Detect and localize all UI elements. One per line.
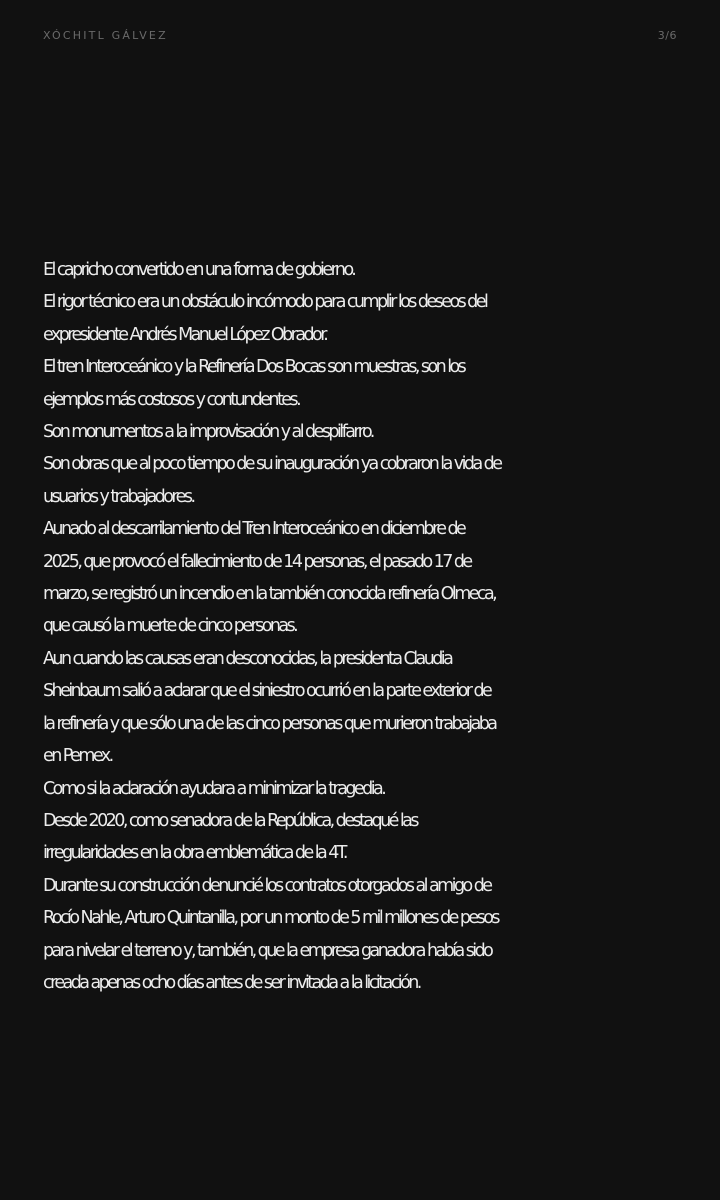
text-line: Desde 2020, como senadora de la República, destaqué las <box>43 810 417 831</box>
text-line: usuarios y trabajadores. <box>43 486 194 507</box>
text-line: Son monumentos a la improvisación y al despilfarro. <box>43 422 373 443</box>
text-line: Como si la aclaración ayudara a minimizar la tragedia. <box>43 778 385 799</box>
text-line: la refinería y que sólo una de las cinco personas que murieron trabajaba <box>43 713 496 734</box>
article-body <box>43 254 683 999</box>
text-line: Aun cuando las causas eran desconocidas, la presidenta Claudia <box>43 648 452 669</box>
text-line: irregularidades en la obra emblemática de la 4T. <box>43 843 346 864</box>
text-line: Durante su construcción denuncié los contratos otorgados al amigo de <box>43 875 491 896</box>
text-line: El rigor técnico era un obstáculo incómodo para cumplir los deseos del <box>43 292 487 313</box>
text-line: expresidente Andrés Manuel López Obrador. <box>43 324 327 345</box>
text-line: ejemplos más costosos y contundentes. <box>43 389 300 410</box>
page-indicator: 3/6 <box>657 29 677 42</box>
text-line: 2025, que provocó el fallecimiento de 14 personas, el pasado 17 de <box>43 551 471 572</box>
text-line: Aunado al descarrilamiento del Tren Interoceánico en diciembre de <box>43 519 465 540</box>
text-line: marzo, se registró un incendio en la también conocida refinería Olmeca, <box>43 584 496 605</box>
text-line: para nivelar el terreno y, también, que la empresa ganadora había sido <box>43 940 492 961</box>
author-name: XÓCHITL GÁLVEZ <box>43 29 168 42</box>
text-line: Rocío Nahle, Arturo Quintanilla, por un monto de 5 mil millones de pesos <box>43 908 498 929</box>
text-line: Son obras que al poco tiempo de su inauguración ya cobraron la vida de <box>43 454 501 475</box>
text-line: El capricho convertido en una forma de gobierno. <box>43 260 355 280</box>
text-line: creada apenas ocho días antes de ser invitada a la licitación. <box>43 972 420 993</box>
text-line: El tren Interoceánico y la Refinería Dos Bocas son muestras, son los <box>43 357 465 378</box>
text-line: Sheinbaum salió a aclarar que el siniestro ocurrió en la parte exterior de <box>43 681 491 702</box>
text-line: que causó la muerte de cinco personas. <box>43 616 297 637</box>
page-header <box>43 29 677 45</box>
text-line: en Pemex. <box>43 746 112 767</box>
